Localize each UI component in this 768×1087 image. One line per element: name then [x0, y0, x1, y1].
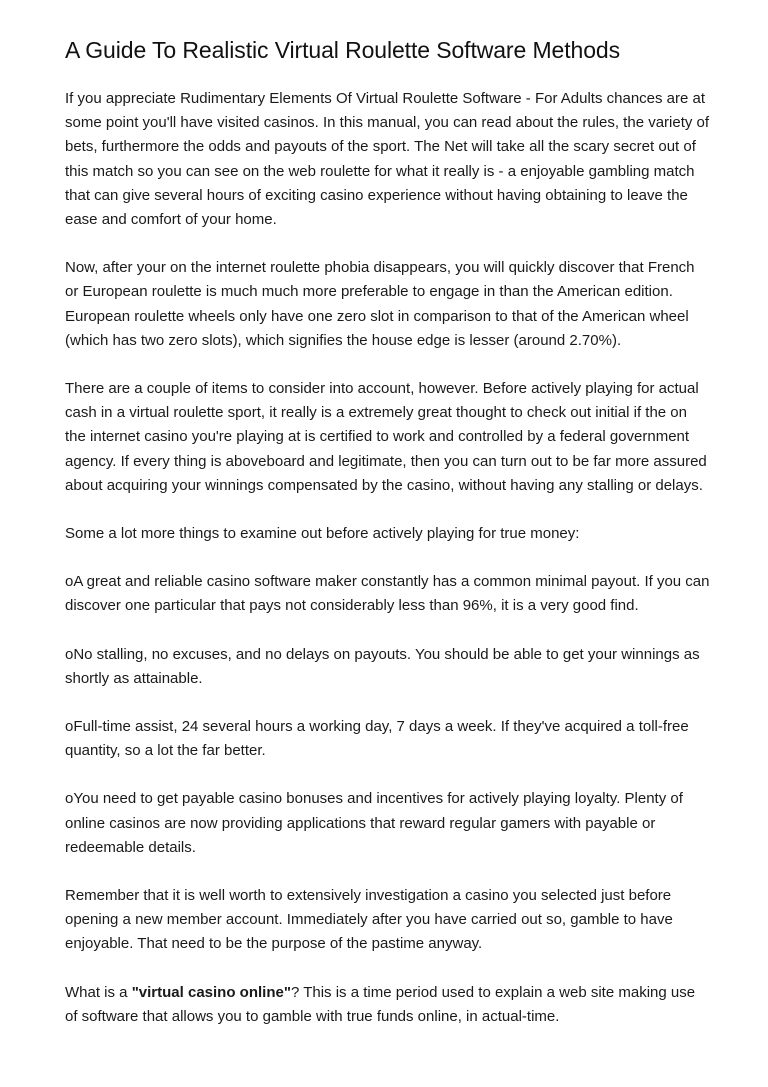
list-item-no-stalling: oNo stalling, no excuses, and no delays on payouts. You should be able to get your winnings as shortly as attainable. [65, 645, 700, 687]
paragraph-things-to-examine: Some a lot more things to examine out before actively playing for true money: [65, 525, 580, 543]
last-paragraph-suffix: ? This is a time period used to explain a web site making use of software that allows you to gamble with true funds online, in actual-time. [65, 983, 696, 1025]
bold-term: "virtual casino online" [131, 983, 291, 1001]
document-page [65, 36, 710, 1053]
list-item-full-time-assist: oFull-time assist, 24 several hours a working day, 7 days a week. If they've acquired a toll-free quantity, so a lot the far better. [65, 718, 689, 760]
list-item-payout: oA great and reliable casino software maker constantly has a common minimal payout. If you can discover one particular that pays not considerably less than 96%, it is a very good find. [65, 573, 710, 615]
paragraph-considerations: There are a couple of items to consider into account, however. Before actively playing for actual cash in a virtual roulette sport, it really is a extremely great thought to check out initial if the on the internet casino you're playing at is certified to work and controlled by a federal government agency. If every thing is aboveboard and legitimate, then you can turn out to be far more assured about acquiring your winnings compensated by the casino, without having any stalling or delays. [65, 380, 707, 494]
paragraph-intro: If you appreciate Rudimentary Elements Of Virtual Roulette Software - For Adults chances are at some point you'll have visited casinos. In this manual, you can read about the rules, the variety of bets, furthermore the odds and payouts of the sport. The Net will take all the scary secret out of this match so you can see on the web roulette for what it really is - a enjoyable gambling match that can give several hours of exciting casino experience without having obtaining to leave the ease and comfort of your home. [65, 90, 710, 229]
paragraph-virtual-casino-online [65, 981, 710, 1029]
paragraph-remember: Remember that it is well worth to extensively investigation a casino you selected just before opening a new member account. Immediately after you have carried out so, gamble to have enjoyable. That need to be the purpose of the pastime anyway. [65, 887, 673, 953]
document-title: A Guide To Realistic Virtual Roulette Software Methods [65, 37, 620, 63]
last-paragraph-prefix: What is a [65, 983, 132, 1001]
paragraph-european-roulette: Now, after your on the internet roulette phobia disappears, you will quickly discover that French or European roulette is much much more preferable to engage in than the American edition. European roulette wheels only have one zero slot in comparison to that of the American wheel (which has two zero slots), which signifies the house edge is lesser (around 2.70%). [65, 259, 695, 349]
list-item-bonuses: oYou need to get payable casino bonuses and incentives for actively playing loyalty. Plenty of online casinos are now providing applications that reward regular gamers with payable or redeemable details. [65, 790, 683, 856]
